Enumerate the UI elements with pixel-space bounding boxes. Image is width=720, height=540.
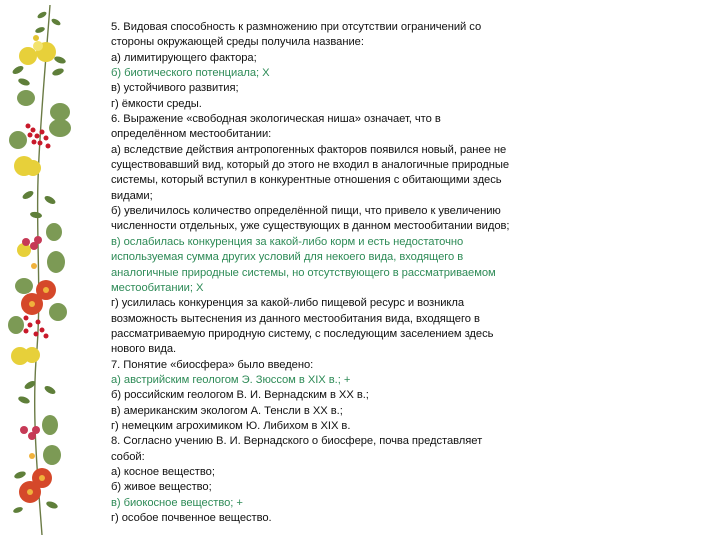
question-text: собой:: [111, 450, 145, 463]
answer-option: в) устойчивого развития;: [111, 82, 239, 95]
answer-option: в) американским экологом А. Тенсли в XX в.;: [111, 404, 343, 417]
question-text: 5. Видовая способность к размножению при отсутствии ограничений со: [111, 21, 482, 33]
answer-option-correct: используемая сумма других условий для некоего вида, входящего в: [111, 251, 464, 264]
question-8: [111, 434, 561, 526]
botanical-floral-vine-icon: [0, 0, 100, 540]
question-text: определённом местообитании:: [111, 128, 272, 141]
question-6: [111, 112, 561, 358]
answer-option-correct: б) биотического потенциала; Х: [111, 67, 270, 80]
answer-option: г) усилилась конкуренция за какой-либо пищевой ресурс и возникла: [111, 297, 465, 310]
answer-option: нового вида.: [111, 343, 177, 356]
answer-option: а) вследствие действия антропогенных факторов появился новый, ранее не: [111, 143, 507, 156]
answer-option: а) лимитирующего фактора;: [111, 51, 257, 64]
answer-option: г) ёмкости среды.: [111, 97, 202, 110]
answer-option: системы, который вступил в конкурентные отношения с обитающими здесь: [111, 174, 502, 187]
answer-option: г) особое почвенное вещество.: [111, 512, 272, 524]
answer-option: б) увеличилось количество определённой пищи, что привело к увеличению: [111, 205, 501, 218]
question-text: 7. Понятие «биосфера» было введено:: [111, 358, 314, 371]
question-text: 6. Выражение «свободная экологическая ниша» означает, что в: [111, 113, 441, 126]
answer-option: возможность вытеснения из данного местообитания вида, входящего в: [111, 312, 480, 325]
question-5: [111, 20, 561, 112]
answer-option: видами;: [111, 189, 153, 202]
answer-option: г) немецким агрохимиком Ю. Либихом в XIX в.: [111, 419, 351, 432]
answer-option: а) косное вещество;: [111, 465, 215, 478]
answer-option: б) российским геологом В. И. Вернадским в XX в.;: [111, 389, 369, 402]
question-7: [111, 358, 561, 435]
question-text: 8. Согласно учению В. И. Вернадского о биосфере, почва представляет: [111, 435, 483, 448]
question-text: стороны окружающей среды получила название:: [111, 36, 364, 49]
answer-option: рассматриваемую природную систему, с последующим заселением здесь: [111, 327, 494, 340]
answer-option: численности отдельных, уже существующих в данном местообитании видов;: [111, 220, 510, 233]
answer-option-correct: в) биокосное вещество; +: [111, 496, 243, 509]
answer-option-correct: в) ослабилась конкуренция за какой-либо корм и есть недостаточно: [111, 235, 464, 248]
answer-option-correct: местообитании; Х: [111, 281, 204, 294]
answer-option: б) живое вещество;: [111, 481, 212, 494]
answer-option-correct: аналогичные природные системы, но отсутствующего в рассматриваемом: [111, 266, 496, 279]
answer-option-correct: а) австрийским геологом Э. Зюссом в XIX в.; +: [111, 373, 351, 386]
quiz-text-block: [111, 20, 561, 526]
answer-option: существовавший вид, который до этого не входил в аналогичные природные: [111, 159, 510, 172]
